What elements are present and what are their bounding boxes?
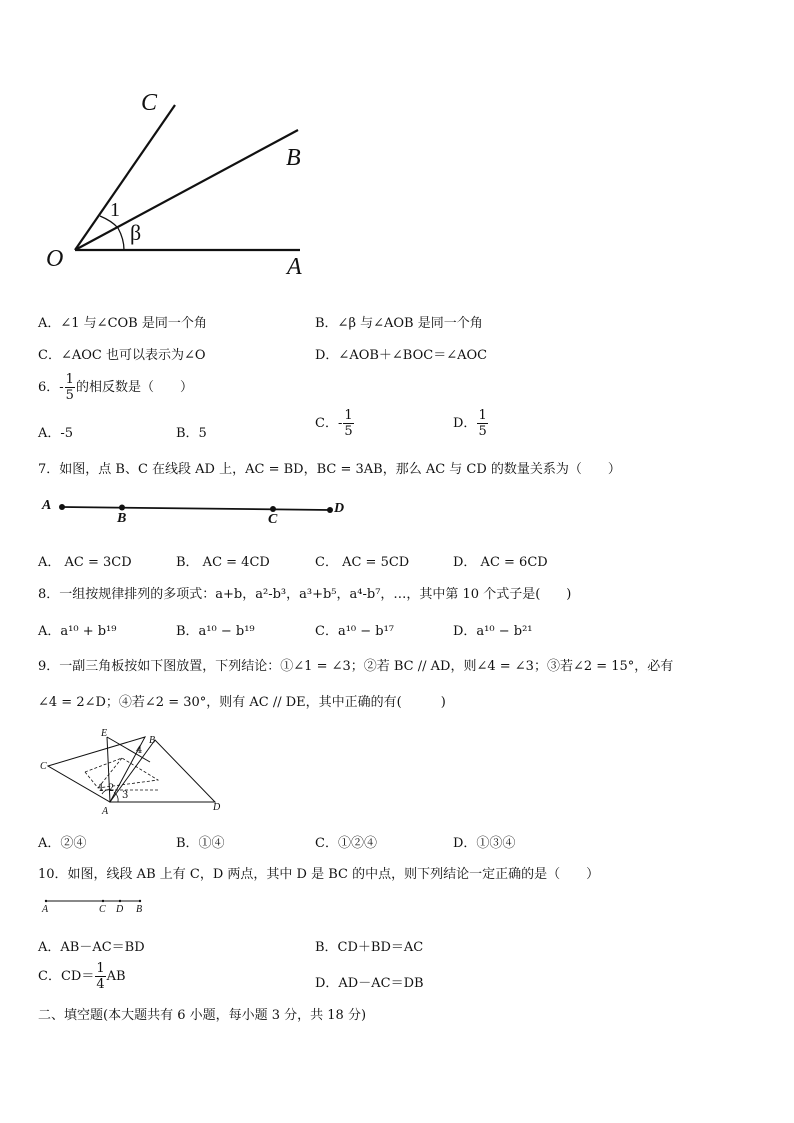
q9-label-e: E bbox=[101, 728, 108, 739]
q7-option-b: B． AC = 4CD bbox=[176, 555, 270, 570]
q7-stem: 7．如图，点 B、C 在线段 AD 上，AC = BD，BC = 3AB，那么 AC 与 CD 的数量关系为（ ） bbox=[38, 462, 621, 477]
q7-label-c: C bbox=[268, 512, 278, 527]
q9-label-a: A bbox=[102, 806, 109, 817]
q7-segment-figure bbox=[40, 495, 360, 535]
q8-option-c: C．a¹⁰ − b¹⁷ bbox=[315, 624, 395, 639]
q7-option-c: C． AC = 5CD bbox=[315, 555, 410, 570]
q10-option-a: A．AB－AC＝BD bbox=[38, 940, 145, 955]
q9-label-b: B bbox=[149, 735, 156, 746]
q7-label-d: D bbox=[334, 501, 345, 516]
q6-option-c: C．- $\frac{1}{5}$ bbox=[315, 408, 353, 439]
q5-option-d: D．∠AOB＋∠BOC＝∠AOC bbox=[315, 348, 488, 363]
label-O: O bbox=[46, 246, 64, 272]
q9-option-b: B．①④ bbox=[176, 836, 225, 851]
q10-option-c: C．CD＝ $\frac{1}{4}$ AB bbox=[38, 961, 126, 992]
q8-option-d: D．a¹⁰ − b²¹ bbox=[453, 624, 533, 639]
q9-label-3: 3 bbox=[122, 790, 129, 801]
q9-label-c: C bbox=[40, 761, 47, 772]
q9-stem-line1: 9．一副三角板按如下图放置，下列结论：①∠1 = ∠3；②若 BC // AD，则∠4 = ∠3；③若∠2 = 15°，必有 bbox=[38, 659, 674, 674]
q10-label-a: A bbox=[42, 904, 49, 915]
q7-label-a: A bbox=[42, 498, 52, 513]
q10-option-d: D．AD－AC＝DB bbox=[315, 976, 424, 991]
q6-suffix: 的相反数是（ ） bbox=[75, 380, 193, 395]
label-B: B bbox=[286, 145, 301, 171]
q9-option-a: A．②④ bbox=[38, 836, 87, 851]
q9-option-d: D．①③④ bbox=[453, 836, 516, 851]
q10-option-b: B．CD＋BD＝AC bbox=[315, 940, 424, 955]
q5-option-b: B．∠β 与∠AOB 是同一个角 bbox=[315, 316, 483, 331]
section-2-heading: 二、填空题(本大题共有 6 小题，每小题 3 分，共 18 分) bbox=[38, 1008, 367, 1023]
label-beta: β bbox=[130, 220, 142, 245]
q6-option-a: A．-5 bbox=[38, 426, 74, 441]
q7-label-b: B bbox=[117, 511, 127, 526]
q6-stem bbox=[38, 373, 193, 402]
q9-label-2: 2 bbox=[108, 783, 115, 794]
q6-prefix: 6．- bbox=[38, 380, 64, 395]
q7-option-a: A． AC = 3CD bbox=[38, 555, 132, 570]
q10-label-c: C bbox=[99, 904, 106, 915]
q9-label-d: D bbox=[213, 802, 221, 813]
q6-option-b: B．5 bbox=[176, 426, 207, 441]
q7-option-d: D． AC = 6CD bbox=[453, 555, 548, 570]
q9-option-c: C．①②④ bbox=[315, 836, 377, 851]
label-A: A bbox=[287, 254, 302, 280]
label-C: C bbox=[141, 90, 158, 116]
q6-fraction: $\frac{1}{5}$ bbox=[65, 372, 74, 403]
q8-option-b: B．a¹⁰ − b¹⁹ bbox=[176, 624, 255, 639]
label-angle-1: 1 bbox=[110, 199, 120, 221]
q5-option-a: A．∠1 与∠COB 是同一个角 bbox=[38, 316, 207, 331]
q9-stem-line2: ∠4 = 2∠D；④若∠2 = 30°，则有 AC // DE，其中正确的有( ) bbox=[38, 695, 446, 710]
q8-stem: 8．一组按规律排列的多项式：a+b，a²-b³，a³+b⁵，a⁴-b⁷，…，其中第 10 个式子是( ) bbox=[38, 587, 572, 602]
q10-stem: 10．如图，线段 AB 上有 C，D 两点，其中 D 是 BC 的中点，则下列结论一定正确的是（ ） bbox=[38, 867, 600, 882]
q10-label-b: B bbox=[136, 904, 143, 915]
q10-label-d: D bbox=[116, 904, 124, 915]
q8-option-a: A．a¹⁰ + b¹⁹ bbox=[38, 624, 117, 639]
q5-option-c: C．∠AOC 也可以表示为∠O bbox=[38, 348, 206, 363]
q9-triangles-figure bbox=[40, 728, 230, 818]
q6-option-d: D． $\frac{1}{5}$ bbox=[453, 408, 487, 439]
q9-label-1: 1 bbox=[98, 783, 105, 794]
q9-label-4: 4 bbox=[136, 745, 143, 756]
